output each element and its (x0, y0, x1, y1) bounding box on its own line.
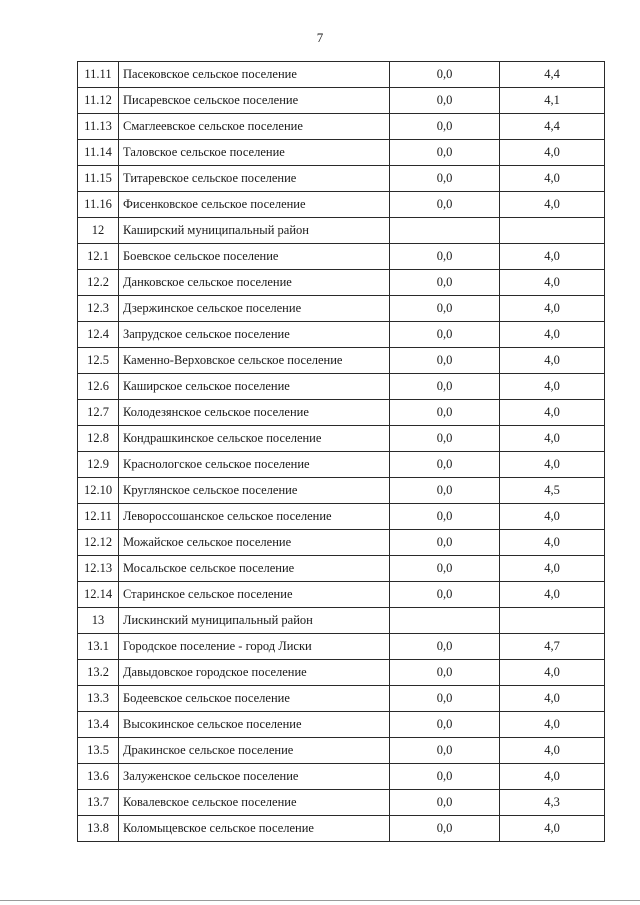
value-1-cell: 0,0 (390, 504, 500, 530)
settlement-name-cell: Давыдовское городское поселение (119, 660, 390, 686)
table-row (78, 504, 605, 530)
table-row (78, 608, 605, 634)
value-2-cell: 4,0 (500, 244, 605, 270)
value-2-cell: 4,0 (500, 296, 605, 322)
value-2-cell: 4,0 (500, 530, 605, 556)
value-2-cell: 4,0 (500, 582, 605, 608)
value-1-cell: 0,0 (390, 764, 500, 790)
table-row (78, 244, 605, 270)
value-2-cell: 4,0 (500, 270, 605, 296)
value-2-cell: 4,7 (500, 634, 605, 660)
table-row (78, 816, 605, 842)
value-2-cell: 4,4 (500, 114, 605, 140)
table-row (78, 790, 605, 816)
row-number-cell: 13.6 (78, 764, 119, 790)
row-number-cell: 12.12 (78, 530, 119, 556)
table-body (78, 62, 605, 842)
value-2-cell: 4,4 (500, 62, 605, 88)
settlement-name-cell: Старинское сельское поселение (119, 582, 390, 608)
settlement-name-cell: Коломыцевское сельское поселение (119, 816, 390, 842)
value-1-cell: 0,0 (390, 660, 500, 686)
value-1-cell: 0,0 (390, 140, 500, 166)
table-row (78, 582, 605, 608)
value-1-cell: 0,0 (390, 582, 500, 608)
settlement-name-cell: Смаглеевское сельское поселение (119, 114, 390, 140)
row-number-cell: 12.10 (78, 478, 119, 504)
settlement-name-cell: Дракинское сельское поселение (119, 738, 390, 764)
value-2-cell: 4,5 (500, 478, 605, 504)
settlement-name-cell: Запрудское сельское поселение (119, 322, 390, 348)
settlement-name-cell: Бодеевское сельское поселение (119, 686, 390, 712)
row-number-cell: 11.11 (78, 62, 119, 88)
value-2-cell: 4,0 (500, 556, 605, 582)
settlement-name-cell: Данковское сельское поселение (119, 270, 390, 296)
settlement-name-cell: Левороссошанское сельское поселение (119, 504, 390, 530)
value-1-cell: 0,0 (390, 62, 500, 88)
settlement-name-cell: Колодезянское сельское поселение (119, 400, 390, 426)
table-row (78, 634, 605, 660)
value-2-cell: 4,0 (500, 426, 605, 452)
settlement-name-cell: Ковалевское сельское поселение (119, 790, 390, 816)
row-number-cell: 12.4 (78, 322, 119, 348)
settlement-name-cell: Городское поселение - город Лиски (119, 634, 390, 660)
settlement-name-cell: Краснологское сельское поселение (119, 452, 390, 478)
table-row (78, 712, 605, 738)
value-2-cell: 4,0 (500, 816, 605, 842)
value-2-cell: 4,3 (500, 790, 605, 816)
table-row (78, 452, 605, 478)
value-2-cell (500, 218, 605, 244)
table-row (78, 374, 605, 400)
settlement-name-cell: Дзержинское сельское поселение (119, 296, 390, 322)
settlement-name-cell: Пасековское сельское поселение (119, 62, 390, 88)
settlement-name-cell: Писаревское сельское поселение (119, 88, 390, 114)
row-number-cell: 13.7 (78, 790, 119, 816)
value-1-cell: 0,0 (390, 114, 500, 140)
row-number-cell: 11.14 (78, 140, 119, 166)
value-2-cell: 4,0 (500, 764, 605, 790)
row-number-cell: 11.15 (78, 166, 119, 192)
table-row (78, 738, 605, 764)
table-row (78, 62, 605, 88)
value-1-cell: 0,0 (390, 348, 500, 374)
row-number-cell: 11.12 (78, 88, 119, 114)
value-2-cell: 4,0 (500, 348, 605, 374)
table-row (78, 296, 605, 322)
table-row (78, 764, 605, 790)
value-2-cell: 4,1 (500, 88, 605, 114)
value-1-cell (390, 218, 500, 244)
value-1-cell: 0,0 (390, 270, 500, 296)
row-number-cell: 13.3 (78, 686, 119, 712)
settlement-name-cell: Мосальское сельское поселение (119, 556, 390, 582)
value-2-cell: 4,0 (500, 452, 605, 478)
table-row (78, 270, 605, 296)
bottom-rule (0, 900, 640, 901)
value-1-cell (390, 608, 500, 634)
table-row (78, 114, 605, 140)
table-row (78, 478, 605, 504)
value-1-cell: 0,0 (390, 88, 500, 114)
table-row (78, 192, 605, 218)
settlement-name-cell: Каширский муниципальный район (119, 218, 390, 244)
table-row (78, 530, 605, 556)
value-2-cell (500, 608, 605, 634)
value-1-cell: 0,0 (390, 556, 500, 582)
row-number-cell: 11.13 (78, 114, 119, 140)
row-number-cell: 13.8 (78, 816, 119, 842)
settlement-name-cell: Каменно-Верховское сельское поселение (119, 348, 390, 374)
table-row (78, 218, 605, 244)
value-1-cell: 0,0 (390, 244, 500, 270)
value-1-cell: 0,0 (390, 166, 500, 192)
value-1-cell: 0,0 (390, 322, 500, 348)
table-row (78, 686, 605, 712)
row-number-cell: 12.11 (78, 504, 119, 530)
row-number-cell: 12.6 (78, 374, 119, 400)
row-number-cell: 13.2 (78, 660, 119, 686)
settlement-name-cell: Кондрашкинское сельское поселение (119, 426, 390, 452)
table-row (78, 322, 605, 348)
row-number-cell: 13.5 (78, 738, 119, 764)
value-2-cell: 4,0 (500, 374, 605, 400)
settlement-name-cell: Лискинский муниципальный район (119, 608, 390, 634)
value-1-cell: 0,0 (390, 426, 500, 452)
row-number-cell: 12.1 (78, 244, 119, 270)
value-2-cell: 4,0 (500, 192, 605, 218)
value-2-cell: 4,0 (500, 686, 605, 712)
settlement-name-cell: Фисенковское сельское поселение (119, 192, 390, 218)
value-2-cell: 4,0 (500, 660, 605, 686)
row-number-cell: 13 (78, 608, 119, 634)
value-1-cell: 0,0 (390, 634, 500, 660)
value-1-cell: 0,0 (390, 738, 500, 764)
row-number-cell: 12.9 (78, 452, 119, 478)
value-1-cell: 0,0 (390, 712, 500, 738)
value-2-cell: 4,0 (500, 738, 605, 764)
table-row (78, 400, 605, 426)
value-1-cell: 0,0 (390, 790, 500, 816)
table-row (78, 660, 605, 686)
settlement-name-cell: Круглянское сельское поселение (119, 478, 390, 504)
value-2-cell: 4,0 (500, 166, 605, 192)
value-1-cell: 0,0 (390, 530, 500, 556)
row-number-cell: 12.5 (78, 348, 119, 374)
row-number-cell: 11.16 (78, 192, 119, 218)
settlement-name-cell: Боевское сельское поселение (119, 244, 390, 270)
row-number-cell: 12.8 (78, 426, 119, 452)
value-2-cell: 4,0 (500, 400, 605, 426)
table-row (78, 166, 605, 192)
settlement-name-cell: Таловское сельское поселение (119, 140, 390, 166)
table-row (78, 140, 605, 166)
row-number-cell: 12.14 (78, 582, 119, 608)
row-number-cell: 12.7 (78, 400, 119, 426)
row-number-cell: 12 (78, 218, 119, 244)
table-row (78, 426, 605, 452)
value-1-cell: 0,0 (390, 816, 500, 842)
value-2-cell: 4,0 (500, 504, 605, 530)
row-number-cell: 13.4 (78, 712, 119, 738)
settlement-name-cell: Каширское сельское поселение (119, 374, 390, 400)
value-2-cell: 4,0 (500, 712, 605, 738)
table-row (78, 88, 605, 114)
value-1-cell: 0,0 (390, 452, 500, 478)
value-1-cell: 0,0 (390, 374, 500, 400)
settlement-name-cell: Залуженское сельское поселение (119, 764, 390, 790)
page-number: 7 (316, 30, 324, 45)
row-number-cell: 13.1 (78, 634, 119, 660)
value-1-cell: 0,0 (390, 192, 500, 218)
value-2-cell: 4,0 (500, 140, 605, 166)
value-1-cell: 0,0 (390, 478, 500, 504)
settlement-name-cell: Титаревское сельское поселение (119, 166, 390, 192)
row-number-cell: 12.3 (78, 296, 119, 322)
value-1-cell: 0,0 (390, 296, 500, 322)
row-number-cell: 12.2 (78, 270, 119, 296)
settlement-name-cell: Высокинское сельское поселение (119, 712, 390, 738)
value-2-cell: 4,0 (500, 322, 605, 348)
settlement-table (77, 61, 605, 842)
table-row (78, 348, 605, 374)
table-row (78, 556, 605, 582)
value-1-cell: 0,0 (390, 400, 500, 426)
settlement-name-cell: Можайское сельское поселение (119, 530, 390, 556)
value-1-cell: 0,0 (390, 686, 500, 712)
row-number-cell: 12.13 (78, 556, 119, 582)
